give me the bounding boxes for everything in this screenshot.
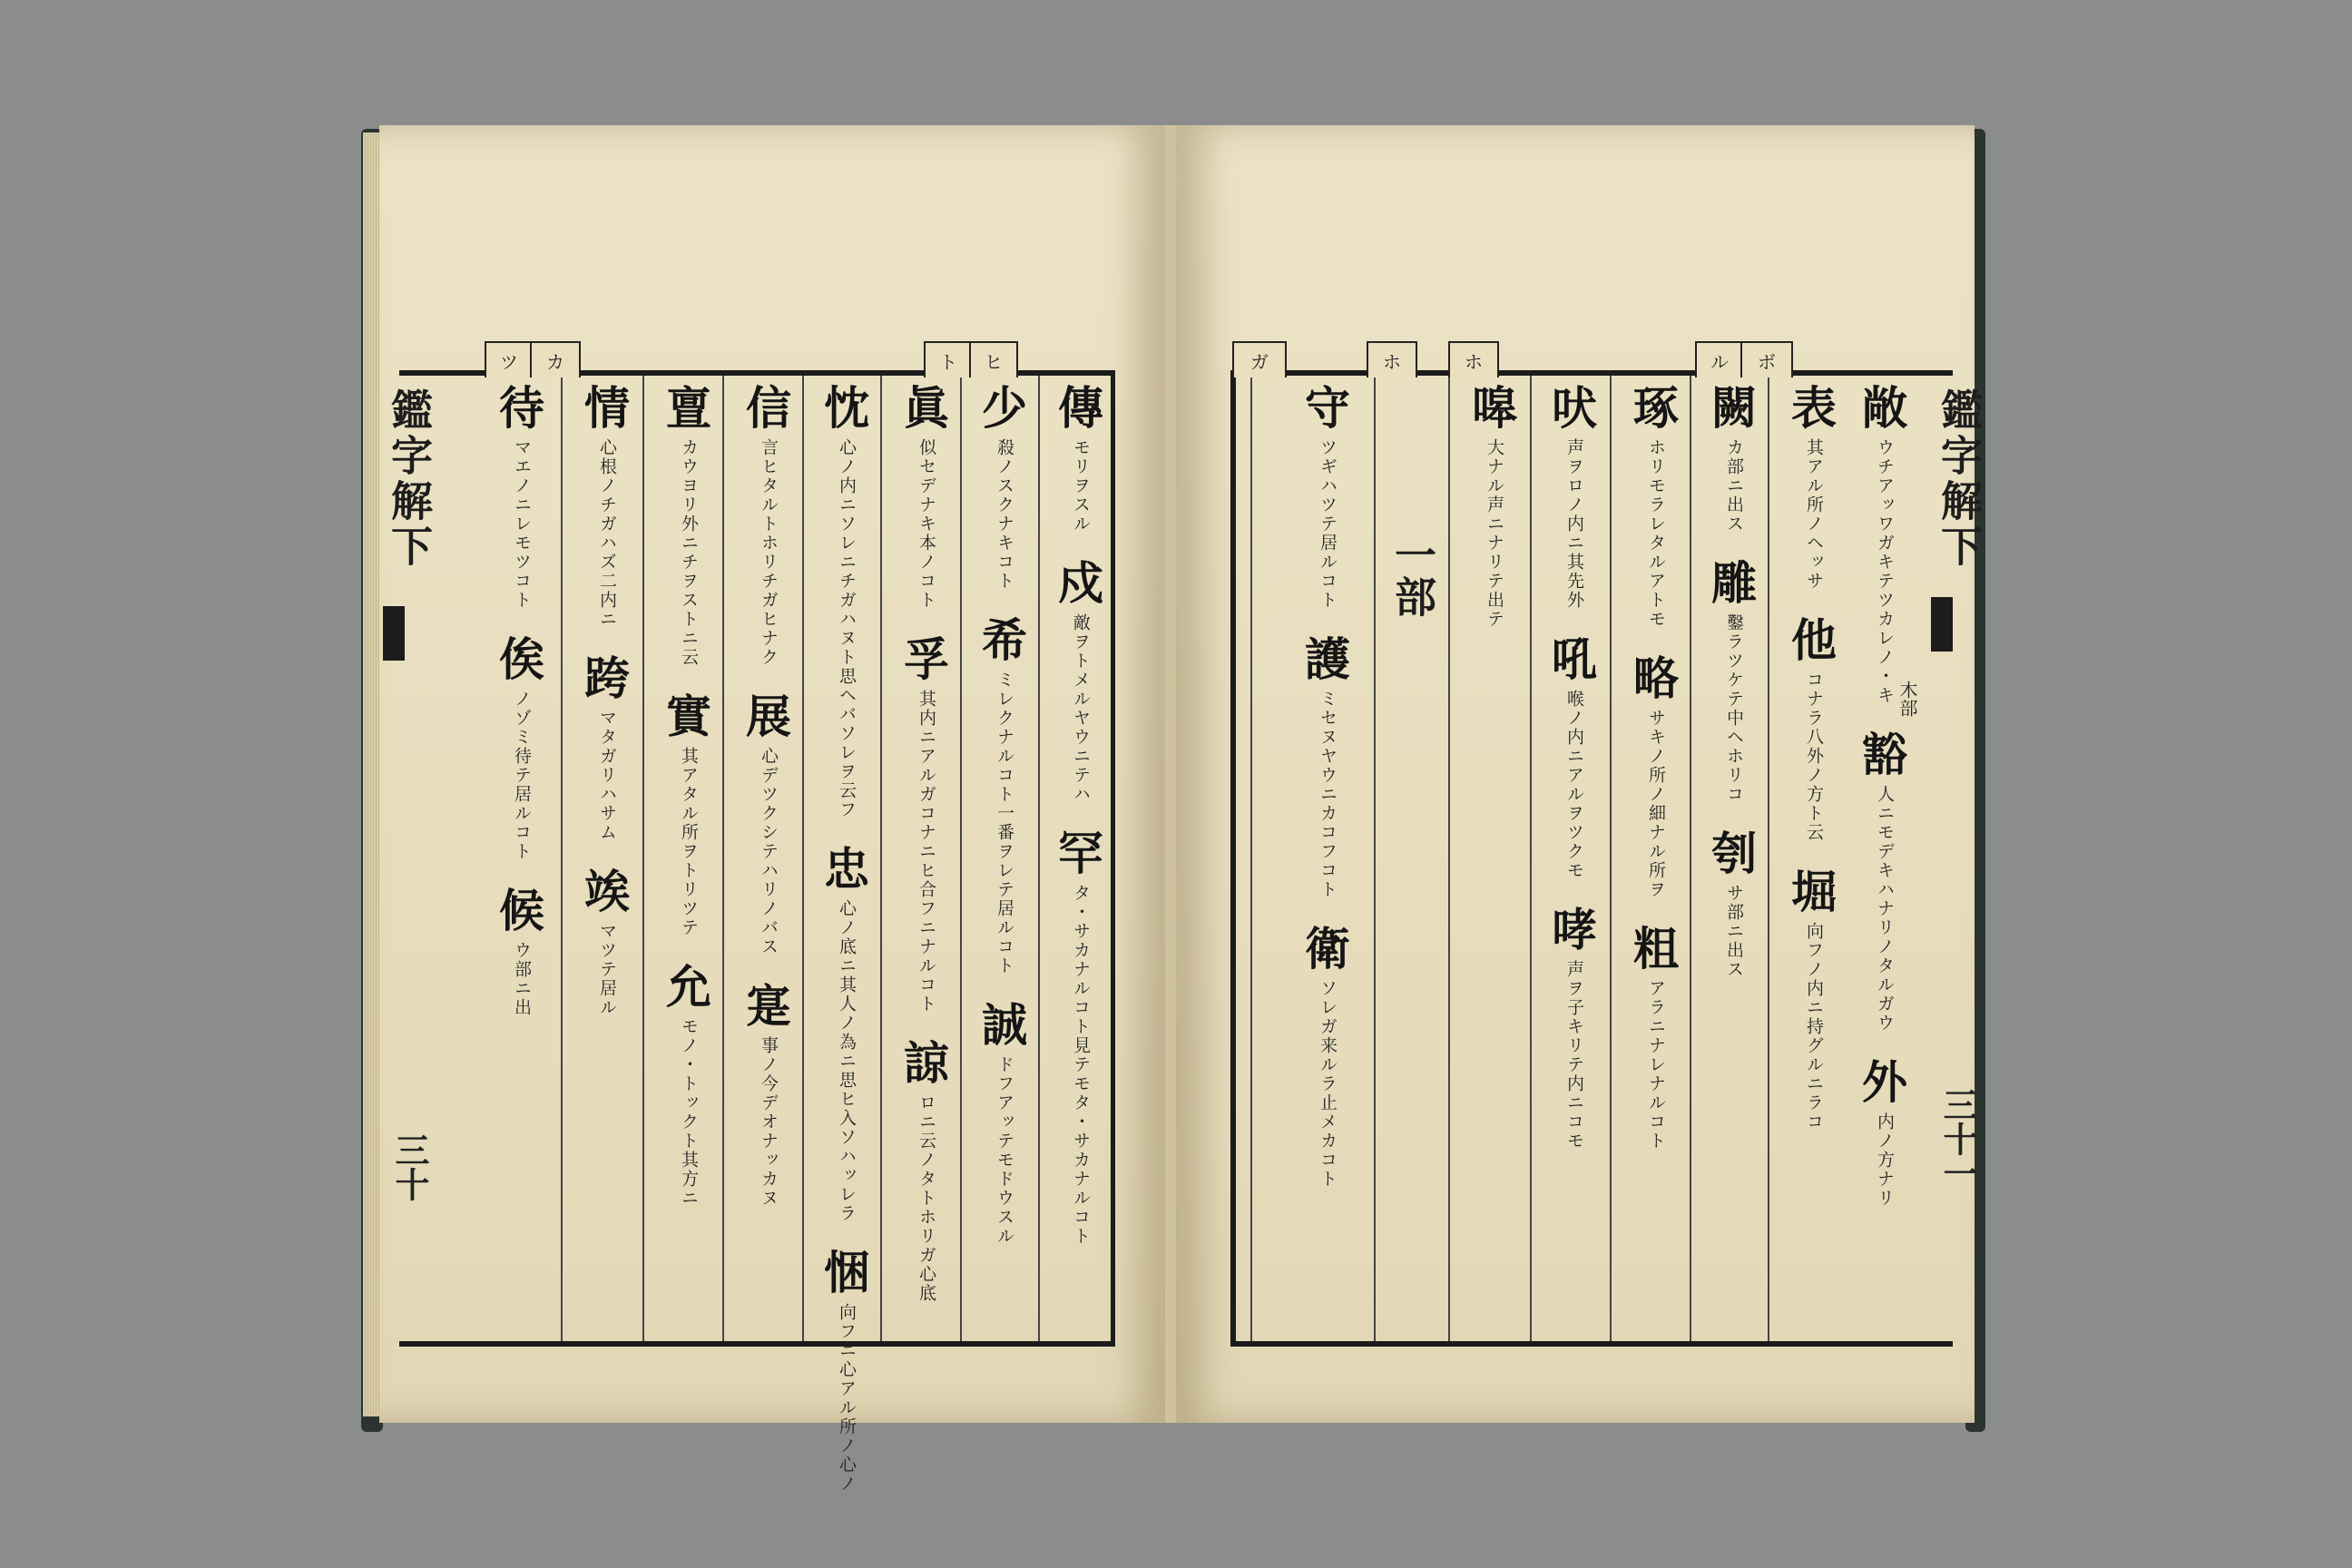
entry-head: 待: [499, 381, 544, 435]
dictionary-column: [575, 381, 639, 1043]
entry-head: 忱: [824, 381, 869, 435]
entry-head: 哮: [1552, 903, 1597, 956]
entry-head: 護: [1305, 632, 1350, 686]
radical-section-marker: 一部: [1388, 534, 1437, 617]
entry: [1305, 632, 1350, 899]
entry-gloss: マタガリハサム: [597, 709, 617, 842]
index-tab: ト: [924, 341, 973, 377]
entry-head: 戍: [1058, 556, 1103, 610]
entry-gloss: 事ノ今デオナッカヌ: [759, 1036, 779, 1208]
right-col-divider: [1768, 376, 1769, 1341]
entry-gloss: モノ・トックト其方ニ: [679, 1017, 699, 1208]
left-col-divider: [642, 376, 644, 1341]
entry-gloss: 大ナル声ニナリテ出テ: [1485, 438, 1504, 629]
entry: [904, 1036, 949, 1303]
entry-gloss: サキノ所ノ細ナル所ヲ: [1646, 709, 1666, 899]
entry: [1633, 654, 1679, 899]
entry-gloss: 向フニ心アル所ノ心ノ: [837, 1303, 857, 1494]
entry-gloss: モリヲスル: [1071, 438, 1091, 534]
entry: [1058, 381, 1103, 534]
entry: [982, 381, 1027, 591]
entry: [1711, 556, 1757, 804]
left-page: [379, 125, 1165, 1494]
entry-head: 希: [982, 613, 1027, 667]
entry-head: 信: [746, 381, 791, 435]
entry-head: 情: [584, 381, 630, 435]
right-inner-rule: [1250, 376, 1252, 1341]
entry-head: 表: [1791, 381, 1837, 435]
entry: [499, 884, 544, 1017]
entry: [824, 381, 869, 819]
entry: [499, 632, 544, 861]
entry-gloss: 心ノ内ニソレニチガハヌト思ヘバソレヲ云フ: [837, 438, 857, 819]
entry-head: 嗥: [1472, 381, 1517, 435]
index-tab: ホ: [1448, 341, 1499, 377]
right-col-divider: [1374, 376, 1376, 1341]
page-number: 三十一: [1937, 1087, 1978, 1191]
entry: [1862, 1055, 1907, 1208]
right-bottom-rule: [1230, 1341, 1953, 1347]
index-tab: ツ: [485, 341, 534, 377]
right-col-divider: [1530, 376, 1532, 1341]
entry: [982, 613, 1027, 975]
left-col-divider: [802, 376, 804, 1341]
entry-gloss: タ・サカナルコト見テモタ・サカナルコト: [1071, 884, 1091, 1246]
right-outer-rule: [1230, 370, 1236, 1347]
entry: [1633, 922, 1679, 1151]
entry-head: 諒: [904, 1036, 949, 1090]
entry: [1791, 381, 1837, 591]
entry-gloss: 声ヲ子キリテ内ニコモ: [1564, 960, 1584, 1151]
entry-gloss: 喉ノ内ニアルヲツクモ: [1564, 690, 1584, 880]
left-bottom-rule: [399, 1341, 1114, 1347]
dictionary-column: [1782, 381, 1846, 1157]
entry-gloss: 其内ニアルガコナニヒ合フニナルコト: [916, 690, 936, 1014]
entry-gloss: 心根ノチガハズ二内ニ: [597, 438, 617, 629]
entry-gloss: 殺ノスクナキコト: [995, 438, 1014, 591]
entry-head: 孚: [904, 632, 949, 686]
entry: [1791, 867, 1837, 1132]
entry: [1058, 829, 1103, 1246]
entry-gloss: ノゾミ待テ居ルコト: [512, 690, 532, 861]
entry-gloss: 其アル所ノヘッサ: [1804, 438, 1824, 591]
entry-gloss: マエノニレモツコト: [512, 438, 532, 610]
entry-gloss: ウチアッワガキテツカレノ・キ: [1875, 438, 1895, 705]
entry-head: 敞: [1862, 381, 1907, 435]
entry-head: 誠: [982, 998, 1027, 1052]
entry-head: 罕: [1058, 827, 1103, 880]
entry: [1552, 632, 1597, 880]
entry-gloss: ウ部ニ出: [512, 941, 532, 1017]
running-head: 鑑字解下: [1935, 388, 1984, 570]
entry-gloss: ドフアッテモドウスル: [995, 1055, 1014, 1246]
entry-head: 寔: [746, 979, 791, 1033]
index-tab: ホ: [1367, 341, 1417, 377]
entry: [666, 692, 711, 937]
entry: [904, 632, 949, 1014]
entry: [1862, 730, 1907, 1033]
entry-gloss: 敵ヲトメルヤウニテハ: [1071, 613, 1091, 804]
entry-gloss: 似セデナキ本ノコト: [916, 438, 936, 610]
entry-head: 候: [499, 884, 544, 937]
right-col-divider: [1610, 376, 1612, 1341]
entry-head: 琢: [1633, 381, 1679, 435]
entry-gloss: アラニナレナルコト: [1646, 979, 1666, 1151]
left-col-divider: [960, 376, 962, 1341]
entry: [666, 960, 711, 1208]
entry: [1305, 922, 1350, 1189]
entry-gloss: 内ノ方ナリ: [1875, 1112, 1895, 1208]
entry-head: 略: [1633, 652, 1679, 705]
entry: [1058, 556, 1103, 804]
entry-head: 傳: [1058, 381, 1103, 435]
entry-head: 允: [666, 960, 711, 1014]
dictionary-column: [737, 381, 800, 1233]
index-tab: ガ: [1232, 341, 1287, 377]
entry-gloss: カ部ニ出ス: [1724, 438, 1744, 534]
entry-head: 豁: [1862, 728, 1907, 781]
dictionary-column: [490, 381, 554, 1043]
section-label: 木部: [1896, 681, 1918, 717]
entry-gloss: ソレガ来ルラ止メカコト: [1318, 979, 1338, 1189]
right-col-divider: [1690, 376, 1691, 1341]
entry-gloss: サ部ニ出ス: [1724, 884, 1744, 979]
dictionary-column: [1543, 381, 1606, 1176]
entry: [1552, 903, 1597, 1151]
entry-head: 外: [1862, 1055, 1907, 1109]
right-top-rule: [1230, 370, 1953, 376]
entry-head: 展: [746, 690, 791, 743]
entry: [904, 381, 949, 610]
entry-gloss: コナラ八外ノ方ト云: [1804, 671, 1824, 842]
entry-head: 俟: [499, 632, 544, 686]
entry: [1552, 381, 1597, 610]
entry-head: 少: [982, 381, 1027, 435]
page-number: 三十: [389, 1132, 430, 1201]
entry-gloss: 人ニモデキハナリノタルガウ: [1875, 785, 1895, 1033]
entry-head: 亶: [666, 381, 711, 435]
entry-gloss: ロニ云ノタトホリガ心底: [916, 1093, 936, 1303]
entry-head: 雕: [1711, 556, 1757, 610]
entry: [499, 381, 544, 610]
entry-gloss: 心デツクシテハリノバス: [759, 747, 779, 956]
entry-gloss: 鑿ラツケテ中ヘホリコ: [1724, 613, 1744, 804]
dictionary-column: [895, 381, 958, 1328]
entry: [746, 381, 791, 667]
index-tab: ボ: [1740, 341, 1793, 377]
entry: [746, 692, 791, 956]
entry-gloss: ホリモラレタルアトモ: [1646, 438, 1666, 629]
dictionary-column: [973, 381, 1036, 1271]
entry-head: 闕: [1711, 381, 1757, 435]
entry-gloss: マツテ居ル: [597, 922, 617, 1017]
entry-head: 刳: [1711, 827, 1757, 880]
entry-gloss: 心ノ底ニ其人ノ為ニ思ヒ入ソハッレラ: [837, 899, 857, 1223]
entry: [584, 654, 630, 842]
book-spread: [361, 125, 1985, 1494]
dictionary-column: [1853, 381, 1916, 1233]
running-head-bracket: [1931, 597, 1953, 652]
index-tab: ヒ: [969, 341, 1018, 377]
left-col-divider: [1038, 376, 1040, 1341]
index-tab: カ: [530, 341, 581, 377]
entry: [1711, 381, 1757, 534]
entry-gloss: 声ヲロノ内ニ其先外: [1564, 438, 1584, 610]
entry: [1791, 613, 1837, 842]
entry-gloss: 言ヒタルトホリチガヒナク: [759, 438, 779, 667]
right-col-divider: [1448, 376, 1450, 1341]
entry: [982, 998, 1027, 1246]
entry: [824, 1246, 869, 1494]
entry-head: 粗: [1633, 922, 1679, 975]
dictionary-column: [1296, 381, 1359, 1214]
dictionary-column: [1624, 381, 1688, 1176]
entry: [1472, 381, 1517, 629]
running-head: 鑑字解下: [385, 388, 434, 570]
entry-head: 守: [1305, 381, 1350, 435]
dictionary-column: [1702, 381, 1766, 1004]
entry-head: 悃: [824, 1246, 869, 1299]
entry-head: 堀: [1791, 865, 1837, 918]
entry-gloss: ツギハツテ居ルコト: [1318, 438, 1338, 610]
left-col-divider: [722, 376, 724, 1341]
entry-gloss: ミセヌヤウニカコフコト: [1318, 690, 1338, 899]
entry: [746, 979, 791, 1208]
entry-head: 衛: [1305, 922, 1350, 975]
entry-head: 眞: [904, 381, 949, 435]
entry-head: 吠: [1552, 381, 1597, 435]
left-col-divider: [561, 376, 563, 1341]
entry-head: 忠: [824, 842, 869, 896]
entry: [666, 381, 711, 667]
entry: [584, 381, 630, 629]
dictionary-column: [1463, 381, 1526, 654]
entry: [1305, 381, 1350, 610]
entry-head: 他: [1791, 613, 1837, 667]
dictionary-column: [815, 381, 878, 1519]
entry: [1633, 381, 1679, 629]
dictionary-column: [1049, 381, 1112, 1271]
index-tab: ル: [1695, 341, 1744, 377]
entry-head: 吼: [1552, 632, 1597, 686]
entry-head: 實: [666, 690, 711, 743]
running-head-bracket: [383, 606, 405, 661]
entry-gloss: 向フノ内ニ持グルニラコ: [1804, 922, 1824, 1132]
entry-gloss: 其アタル所ヲトリツテ: [679, 747, 699, 937]
entry-head: 竢: [584, 865, 630, 918]
entry: [1711, 829, 1757, 979]
entry-gloss: カウヨリ外ニチヲストニ云: [679, 438, 699, 667]
entry: [824, 842, 869, 1223]
entry-head: 跨: [584, 652, 630, 705]
dictionary-column: [657, 381, 720, 1233]
entry: [1862, 381, 1907, 705]
gutter: [1165, 125, 1176, 1423]
entry: [584, 867, 630, 1017]
left-col-divider: [880, 376, 882, 1341]
right-page: [1176, 125, 1984, 1423]
entry-gloss: ミレクナルコト一番ヲレテ居ルコト: [995, 671, 1014, 975]
